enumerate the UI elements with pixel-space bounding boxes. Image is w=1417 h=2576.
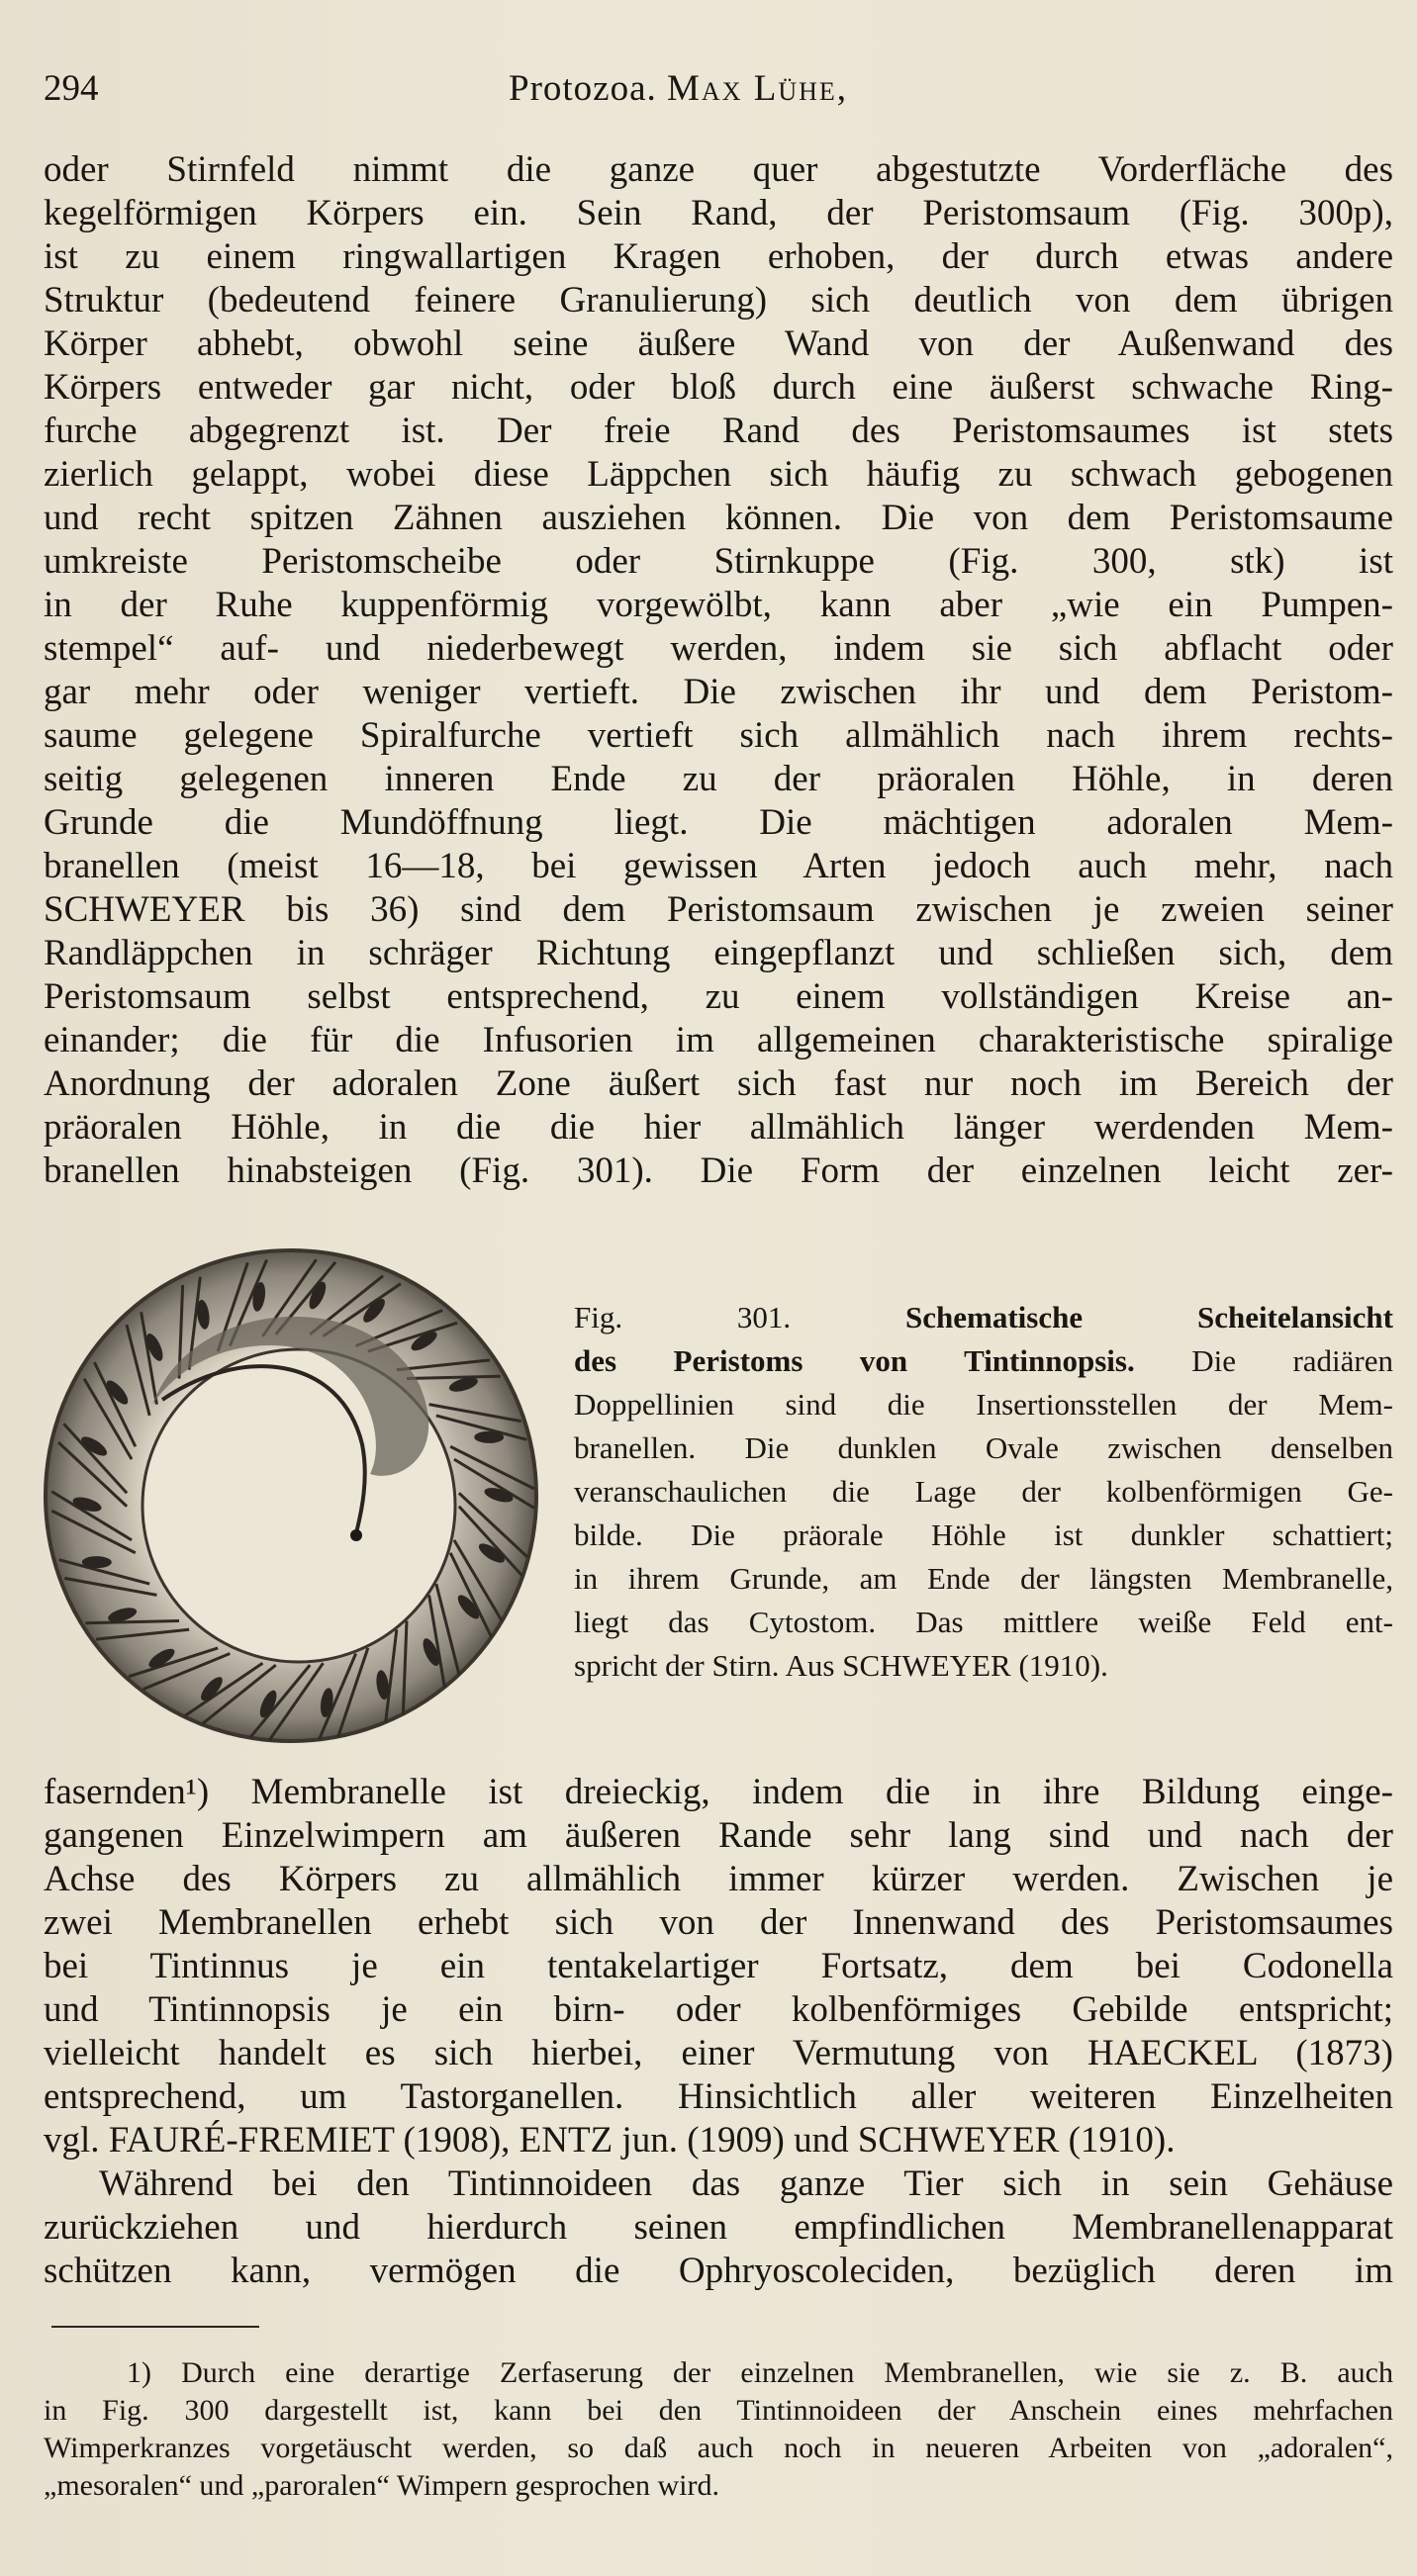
- text-line: einander; die für die Infusorien im allgemeinen charakteristische spiralige: [44, 1020, 1393, 1060]
- text-line: und Tintinnopsis je ein birn- oder kolbenförmiges Gebilde entspricht;: [44, 1989, 1393, 2030]
- text-line: umkreiste Peristomscheibe oder Stirnkuppe (Fig. 300, stk) ist: [44, 541, 1393, 582]
- text-line: zurückziehen und hierdurch seinen empfindlichen Membranellenapparat: [44, 2207, 1393, 2248]
- caption-line: Doppellinien sind die Insertionsstellen der Mem-: [574, 1387, 1393, 1422]
- text-line: Achse des Körpers zu allmählich immer kürzer werden. Zwischen je: [44, 1859, 1393, 1899]
- page-number: 294: [44, 68, 99, 109]
- footnote-line: Wimperkranzes vorgetäuscht werden, so daß auch noch in neueren Arbeiten von „adoralen“,: [44, 2432, 1393, 2464]
- text-line: Körpers entweder gar nicht, oder bloß durch eine äußerst schwache Ring-: [44, 367, 1393, 408]
- text-line: bei Tintinnus je ein tentakelartiger Fortsatz, dem bei Codonella: [44, 1946, 1393, 1986]
- text-line: kegelförmigen Körpers ein. Sein Rand, der Peristomsaum (Fig. 300p),: [44, 193, 1393, 233]
- text-line: zierlich gelappt, wobei diese Läppchen sich häufig zu schwach gebogenen: [44, 454, 1393, 495]
- figure-title-part2: des Peristoms von Tintinnopsis.: [574, 1343, 1135, 1378]
- caption-line: in ihrem Grunde, am Ende der längsten Membranelle,: [574, 1561, 1393, 1596]
- text-line: Während bei den Tintinnoideen das ganze Tier sich in sein Gehäuse: [99, 2163, 1393, 2204]
- author-name: Max Lühe,: [667, 68, 849, 109]
- text-line: Anordnung der adoralen Zone äußert sich fast nur noch im Bereich der: [44, 1063, 1393, 1104]
- text-line: Randläppchen in schräger Richtung eingepflanzt und schließen sich, dem: [44, 933, 1393, 973]
- text-line: in der Ruhe kuppenförmig vorgewölbt, kann aber „wie ein Pumpen-: [44, 585, 1393, 625]
- footnote-line: „mesoralen“ und „paroralen“ Wimpern gesprochen wird.: [44, 2469, 719, 2502]
- text-line: stempel“ auf- und niederbewegt werden, indem sie sich abflacht oder: [44, 628, 1393, 669]
- running-head-title: [509, 67, 848, 110]
- figure-caption: [574, 1296, 1393, 1688]
- text-line: und recht spitzen Zähnen ausziehen können. Die von dem Peristomsaume: [44, 498, 1393, 538]
- footnote: [44, 2354, 1393, 2505]
- footnote-line: in Fig. 300 dargestellt ist, kann bei den Tintinnoideen der Anschein eines mehrfachen: [44, 2394, 1393, 2427]
- text-line: entsprechend, um Tastorganellen. Hinsichtlich aller weiteren Einzelheiten: [44, 2076, 1393, 2117]
- peristome-ring-drawing: [44, 1237, 538, 1751]
- text-line: seitig gelegenen inneren Ende zu der präoralen Höhle, in deren: [44, 759, 1393, 799]
- text-line: fasernden¹) Membranelle ist dreieckig, indem die in ihre Bildung einge-: [44, 1772, 1393, 1812]
- caption-line: branellen. Die dunklen Ovale zwischen denselben: [574, 1430, 1393, 1465]
- caption-line: liegt das Cytostom. Das mittlere weiße Feld ent-: [574, 1605, 1393, 1639]
- text-line: vielleicht handelt es sich hierbei, einer Vermutung von HAECKEL (1873): [44, 2033, 1393, 2073]
- text-line: schützen kann, vermögen die Ophryoscoleciden, bezüglich deren im: [44, 2251, 1393, 2291]
- body-text-bottom: [44, 1771, 1393, 2293]
- text-line: zwei Membranellen erhebt sich von der Innenwand des Peristomsaumes: [44, 1902, 1393, 1943]
- text-line: Peristomsaum selbst entsprechend, zu einem vollständigen Kreise an-: [44, 976, 1393, 1017]
- text-line: gangenen Einzelwimpern am äußeren Rande sehr lang sind und nach der: [44, 1815, 1393, 1856]
- text-line: ist zu einem ringwallartigen Kragen erhoben, der durch etwas andere: [44, 236, 1393, 277]
- caption-line: [574, 1296, 1393, 1339]
- figure-301-illustration: [44, 1237, 538, 1751]
- cytostome: [350, 1529, 362, 1541]
- caption-line: bilde. Die präorale Höhle ist dunkler schattiert;: [574, 1518, 1393, 1552]
- caption-line: [574, 1339, 1393, 1383]
- text-line: furche abgegrenzt ist. Der freie Rand des Peristomsaumes ist stets: [44, 411, 1393, 451]
- text-line: Körper abhebt, obwohl seine äußere Wand von der Außenwand des: [44, 323, 1393, 364]
- text-line: oder Stirnfeld nimmt die ganze quer abgestutzte Vorderfläche des: [44, 149, 1393, 190]
- figure-title-part1: Schematische Scheitelansicht: [905, 1300, 1393, 1334]
- footnote-divider: [51, 2326, 259, 2328]
- text-line: saume gelegene Spiralfurche vertieft sich allmählich nach ihrem rechts-: [44, 715, 1393, 756]
- text-line: branellen hinabsteigen (Fig. 301). Die Form der einzelnen leicht zer-: [44, 1150, 1393, 1191]
- text-line: Grunde die Mundöffnung liegt. Die mächtigen adoralen Mem-: [44, 802, 1393, 843]
- text-line: präoralen Höhle, in die die hier allmählich länger werdenden Mem-: [44, 1107, 1393, 1148]
- caption-text: Die radiären: [1191, 1343, 1393, 1378]
- body-text-top: [44, 148, 1393, 1193]
- text-line: Struktur (bedeutend feinere Granulierung) sich deutlich von dem übrigen: [44, 280, 1393, 321]
- text-line: gar mehr oder weniger vertieft. Die zwischen ihr und dem Peristom-: [44, 672, 1393, 712]
- caption-line: spricht der Stirn. Aus SCHWEYER (1910).: [574, 1648, 1108, 1683]
- caption-line: veranschaulichen die Lage der kolbenförmigen Ge-: [574, 1474, 1393, 1509]
- text-line: branellen (meist 16—18, bei gewissen Arten jedoch auch mehr, nach: [44, 846, 1393, 886]
- figure-label: Fig. 301.: [574, 1300, 792, 1334]
- running-head: [44, 57, 1358, 107]
- text-line: SCHWEYER bis 36) sind dem Peristomsaum zwischen je zweien seiner: [44, 889, 1393, 930]
- text-line: vgl. FAURÉ-FREMIET (1908), ENTZ jun. (1909) und SCHWEYER (1910).: [44, 2120, 1176, 2161]
- section-title: Protozoa.: [509, 68, 657, 109]
- footnote-line: 1) Durch eine derartige Zerfaserung der einzelnen Membranellen, wie sie z. B. auch: [127, 2356, 1393, 2389]
